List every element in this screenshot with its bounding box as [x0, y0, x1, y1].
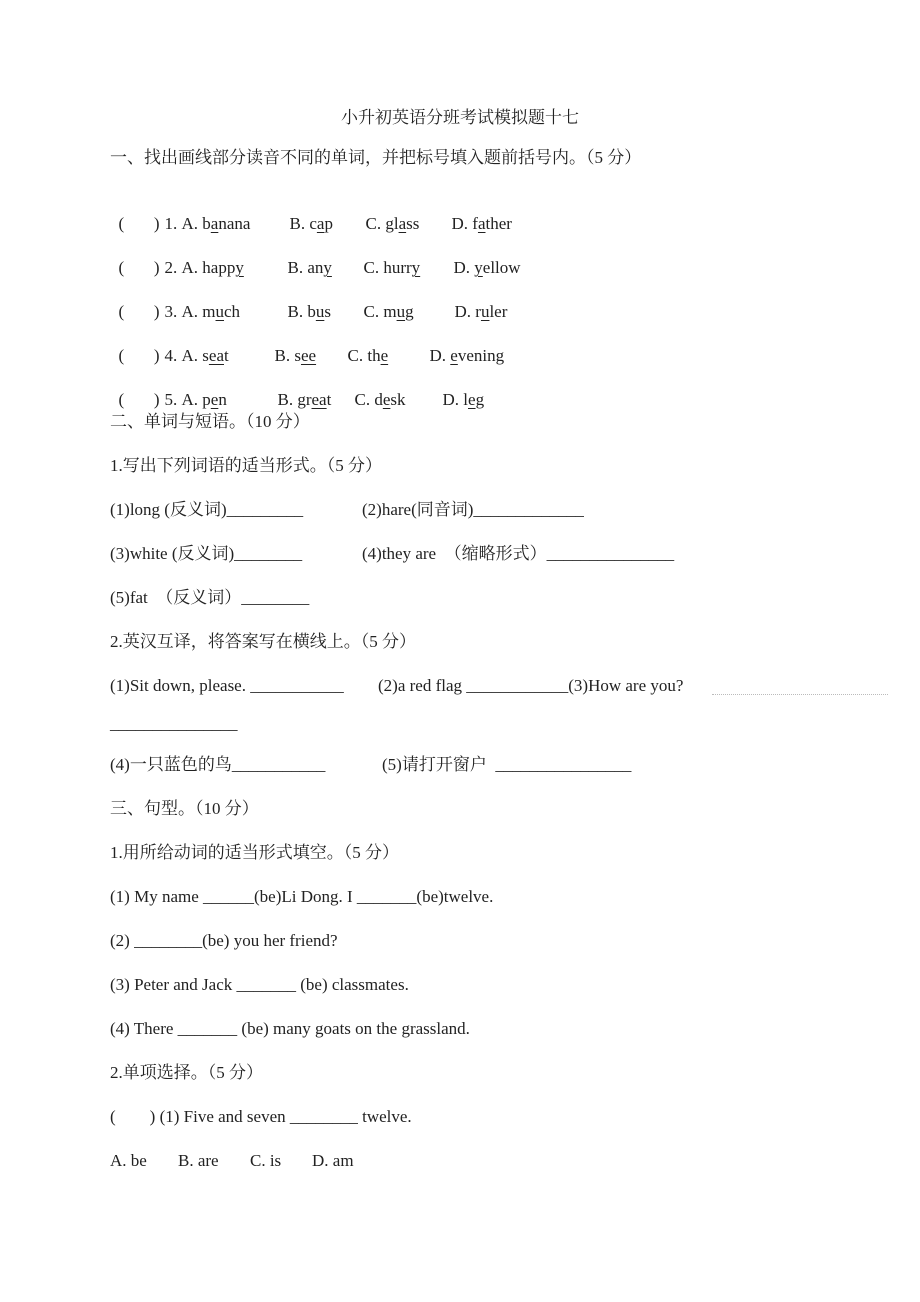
answer-bracket[interactable]: ( ) — [118, 258, 160, 277]
option-b: B. bus — [287, 302, 331, 321]
section3-part2-heading: 2.单项选择。（5 分） — [110, 1063, 263, 1082]
question-row: ( ) 5. A. pen B. great C. desk D. leg — [118, 390, 485, 409]
blank-item[interactable]: (1)Sit down, please. ___________ — [110, 676, 344, 695]
choice-option-a[interactable]: A. be — [110, 1151, 147, 1170]
translate-row — [110, 754, 631, 776]
choice-option-c[interactable]: C. is — [250, 1151, 282, 1170]
option-a: A. pen — [181, 390, 227, 409]
question-row: ( ) 4. A. seat B. see C. the D. evening — [118, 346, 505, 365]
blank-item[interactable]: (1)long (反义词)_________ — [110, 500, 304, 519]
option-a: A. seat — [181, 346, 229, 365]
section3-heading: 三、句型。（10 分） — [110, 799, 259, 818]
option-d: D. ruler — [454, 302, 508, 321]
translate-row — [110, 675, 683, 697]
fill-item[interactable]: (4) There _______ (be) many goats on the grassland. — [110, 1019, 470, 1038]
blank-item[interactable]: (5)请打开窗户 ________________ — [382, 755, 632, 774]
question-row: ( ) 1. A. banana B. cap C. glass D. father — [118, 214, 512, 233]
blank-item[interactable]: (4)一只蓝色的鸟___________ — [110, 755, 326, 774]
blank-item[interactable]: (3)white (反义词)________ — [110, 544, 303, 563]
option-d: D. evening — [429, 346, 505, 365]
blank-item[interactable]: (2)hare(同音词)_____________ — [362, 500, 584, 519]
section3-part1-heading: 1.用所给动词的适当形式填空。（5 分） — [110, 843, 399, 862]
option-d: D. father — [451, 214, 512, 233]
form-row — [110, 543, 674, 565]
choice-option-d[interactable]: D. am — [312, 1151, 354, 1170]
section2-part2-heading: 2.英汉互译，将答案写在横线上。（5 分） — [110, 632, 416, 651]
option-c: C. glass — [365, 214, 420, 233]
blank-item[interactable]: (3)How are you? — [568, 676, 684, 695]
option-c: C. the — [347, 346, 389, 365]
form-row — [110, 587, 309, 609]
form-row — [110, 499, 584, 521]
option-b: B. cap — [289, 214, 333, 233]
option-c: C. mug — [363, 302, 414, 321]
fill-item[interactable]: (2) ________(be) you her friend? — [110, 931, 338, 950]
section2-part1-heading: 1.写出下列词语的适当形式。（5 分） — [110, 456, 382, 475]
blank-item[interactable]: (5)fat （反义词）________ — [110, 588, 310, 607]
fill-item[interactable]: (3) Peter and Jack _______ (be) classmates. — [110, 975, 409, 994]
blank-line[interactable]: _______________ — [110, 714, 238, 733]
option-d: D. yellow — [453, 258, 521, 277]
choice-question[interactable]: ( ) (1) Five and seven ________ twelve. — [110, 1107, 412, 1126]
answer-bracket[interactable]: ( ) — [118, 346, 160, 365]
option-c: C. hurry — [363, 258, 421, 277]
option-d: D. leg — [442, 390, 485, 409]
dotted-divider — [712, 694, 888, 695]
option-a: A. much — [181, 302, 241, 321]
question-row: ( ) 3. A. much B. bus C. mug D. ruler — [118, 302, 508, 321]
option-a: A. banana — [181, 214, 251, 233]
question-row: ( ) 2. A. happy B. any C. hurry D. yellow — [118, 258, 521, 277]
option-a: A. happy — [181, 258, 244, 277]
blank-item[interactable]: (4)they are （缩略形式）_______________ — [362, 544, 675, 563]
page-title: 小升初英语分班考试模拟题十七 — [341, 108, 579, 127]
section2-heading: 二、单词与短语。（10 分） — [110, 412, 310, 431]
option-b: B. any — [287, 258, 332, 277]
section1-heading: 一、找出画线部分读音不同的单词，并把标号填入题前括号内。（5 分） — [110, 148, 642, 167]
choice-options — [110, 1150, 354, 1172]
option-c: C. desk — [354, 390, 406, 409]
answer-bracket[interactable]: ( ) — [118, 390, 160, 409]
fill-item[interactable]: (1) My name ______(be)Li Dong. I _______(be)twelve. — [110, 887, 494, 906]
option-b: B. see — [274, 346, 317, 365]
choice-option-b[interactable]: B. are — [178, 1151, 219, 1170]
blank-item[interactable]: (2)a red flag ____________ — [378, 676, 569, 695]
answer-bracket[interactable]: ( ) — [118, 302, 160, 321]
option-b: B. great — [277, 390, 332, 409]
answer-bracket[interactable]: ( ) — [118, 214, 160, 233]
